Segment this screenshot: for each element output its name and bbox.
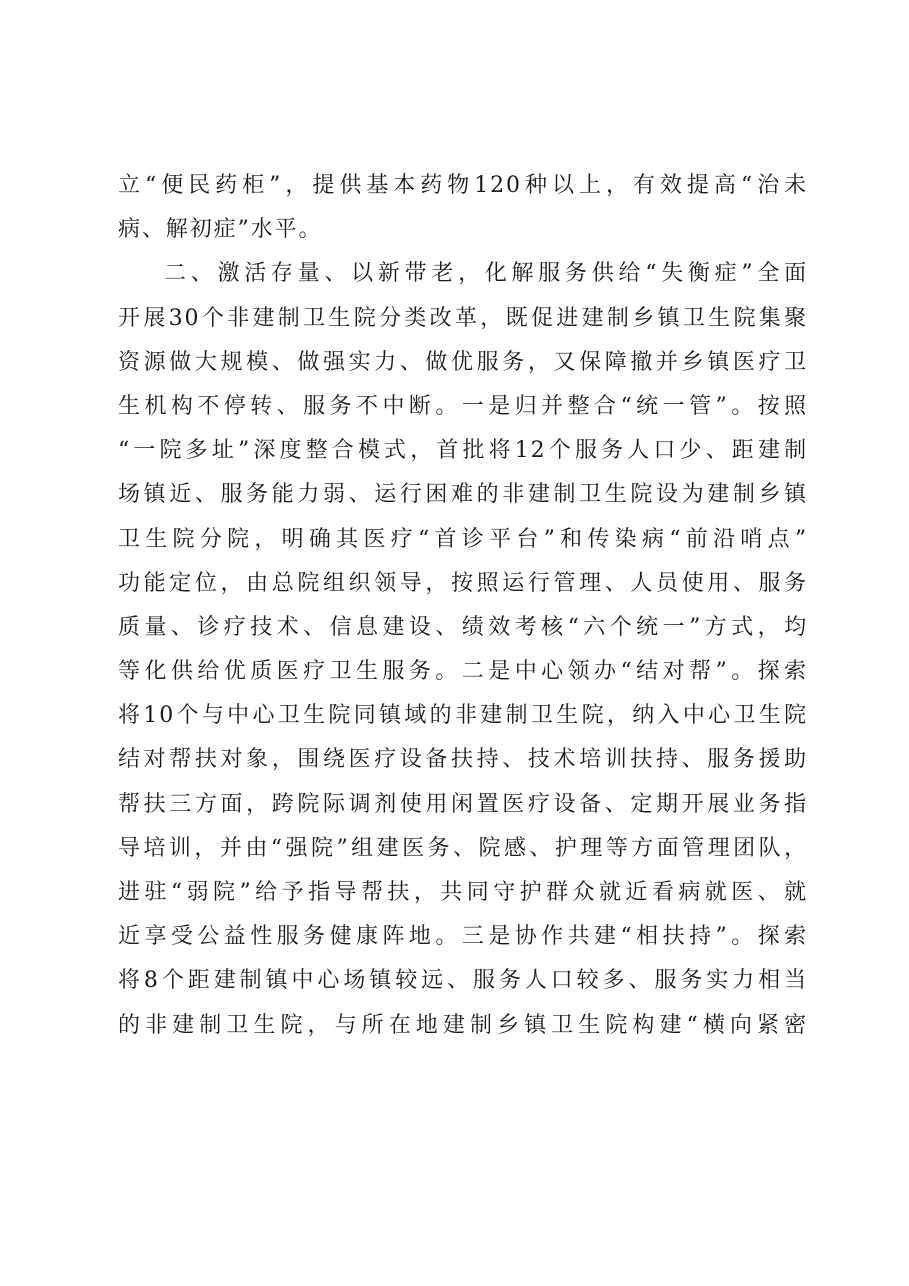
text-line: 近享受公益性服务健康阵地。三是协作共建“相扶持”。探索 [118,924,808,950]
text-line: 质量、诊疗技术、信息建设、绩效考核“六个统一”方式，均 [118,614,808,640]
text-line: 开展30个非建制卫生院分类改革，既促进建制乡镇卫生院集聚 [118,305,808,331]
text-line: 结对帮扶对象，围绕医疗设备扶持、技术培训扶持、服务援助 [118,747,808,773]
text-line: 卫生院分院，明确其医疗“首诊平台”和传染病“前沿哨点” [118,526,808,552]
text-line: 进驻“弱院”给予指导帮扶，共同守护群众就近看病就医、就 [118,880,808,905]
text-line: “一院多址”深度整合模式，首批将12个服务人口少、距建制 [118,438,808,464]
text-line: 帮扶三方面，跨院际调剂使用闲置医疗设备、定期开展业务指 [118,791,808,817]
text-line: 的非建制卫生院，与所在地建制乡镇卫生院构建“横向紧密 [118,1012,808,1038]
text-line: 将10个与中心卫生院同镇域的非建制卫生院，纳入中心卫生院 [118,703,808,729]
text-line: 立“便民药柜”，提供基本药物120种以上，有效提高“治未 [118,173,808,198]
text-line: 场镇近、服务能力弱、运行困难的非建制卫生院设为建制乡镇 [118,482,808,508]
text-line: 等化供给优质医疗卫生服务。二是中心领办“结对帮”。探索 [118,659,808,685]
text-line: 导培训，并由“强院”组建医务、院感、护理等方面管理团队， [118,835,808,861]
body-text [118,164,808,1048]
text-line: 生机构不停转、服务不中断。一是归并整合“统一管”。按照 [118,393,808,419]
text-line: 功能定位，由总院组织领导，按照运行管理、人员使用、服务 [118,570,808,596]
paragraph-start-line: 二、激活存量、以新带老，化解服务供给“失衡症”全面 [164,261,808,287]
text-line: 病、解初症”水平。 [118,217,323,243]
text-line: 资源做大规模、做强实力、做优服务，又保障撤并乡镇医疗卫 [118,349,808,375]
text-line: 将8个距建制镇中心场镇较远、服务人口较多、服务实力相当 [118,968,808,994]
